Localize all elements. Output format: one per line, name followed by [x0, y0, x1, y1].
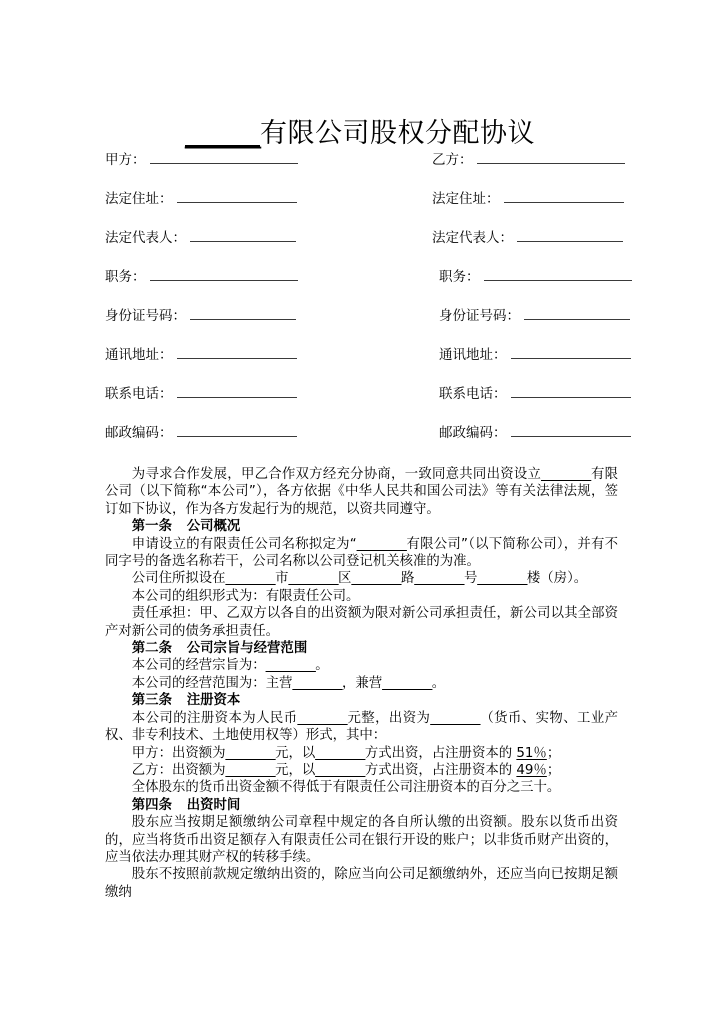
field-blank[interactable]	[504, 189, 624, 203]
clause-3-heading	[105, 692, 618, 709]
party-row	[105, 384, 620, 423]
page-title	[0, 117, 720, 151]
text-part: 元，以	[275, 762, 316, 778]
preamble-paragraph	[105, 466, 618, 518]
text-part: 方式出资，占注册资本的	[364, 762, 513, 778]
address-floor-blank: ________	[477, 571, 527, 587]
party-b-percentage: 49％	[516, 762, 547, 778]
party-row	[105, 423, 620, 462]
text-part: ，兼营	[342, 675, 383, 691]
field-blank[interactable]	[150, 267, 298, 281]
field-blank[interactable]	[177, 423, 297, 437]
clause-4-paragraph-payment: 股东应当按期足额缴纳公司章程中规定的各自所认缴的出资额。股东以货币出资的，应当将货币出资足额存入有限责任公司在银行开设的账户；以非货币财产出资的，应当依法办理其财产权的转移手续。	[105, 815, 618, 865]
field-party-a-name	[105, 150, 298, 169]
clause-title: 公司宗旨与经营范围	[186, 641, 308, 657]
party-row	[105, 228, 620, 267]
clause-1-heading	[105, 518, 618, 535]
text-part: 元整，出资为	[347, 710, 431, 726]
field-label: 职务：	[105, 269, 146, 285]
clause-2-paragraph-purpose	[105, 657, 618, 674]
field-blank[interactable]	[484, 267, 632, 281]
field-label: 邮政编码：	[439, 425, 507, 441]
field-label: 身份证号码：	[439, 308, 520, 324]
text-part: 本公司的注册资本为人民币	[131, 710, 298, 726]
text-part: 区	[338, 571, 352, 587]
clause-4-heading	[105, 797, 618, 814]
party-row	[105, 267, 620, 306]
field-blank[interactable]	[190, 306, 296, 320]
text-part: 路	[401, 571, 415, 587]
party-row	[105, 306, 620, 345]
field-blank[interactable]	[177, 189, 297, 203]
party-row	[105, 345, 620, 384]
field-label: 法定代表人：	[432, 230, 513, 246]
clause-title: 注册资本	[186, 693, 241, 709]
field-party-a-position	[105, 267, 298, 286]
field-blank[interactable]	[177, 345, 297, 359]
text-part: 市	[275, 571, 289, 587]
text-part: 元，以	[275, 745, 316, 761]
field-party-a-mailing-address	[105, 345, 297, 364]
clause-4-paragraph-default: 股东不按照前款规定缴纳出资的，除应当向公司足额缴纳外，还应当向已按期足额缴纳	[105, 867, 618, 900]
field-label: 通讯地址：	[105, 347, 173, 363]
preamble-company-blank: ________	[541, 467, 591, 482]
field-blank[interactable]	[177, 384, 297, 398]
title-main-text: 有限公司股权分配协议	[260, 118, 535, 150]
clause-title: 出资时间	[186, 797, 241, 813]
text-part: 方式出资，占注册资本的	[364, 745, 513, 761]
field-party-b-position	[439, 267, 632, 286]
field-blank[interactable]	[524, 306, 630, 320]
text-part: 楼（房）。	[526, 571, 588, 587]
field-blank[interactable]	[477, 150, 625, 164]
party-b-amount-blank: ________	[225, 762, 276, 778]
registered-capital-blank: ________	[297, 710, 348, 726]
text-part: （货币、实物、工业产权、非专利技术、土地使用权等）形式，其中：	[105, 710, 619, 744]
business-purpose-blank: ________	[265, 658, 316, 674]
party-b-method-blank: ________	[315, 762, 365, 778]
contribution-form-blank: ________	[430, 710, 480, 726]
field-party-a-legal-representative	[105, 228, 296, 247]
field-party-a-phone	[105, 384, 297, 403]
field-party-b-postal-code	[439, 423, 631, 442]
clause-3-paragraph-party-a	[105, 745, 618, 762]
party-a-amount-blank: ________	[225, 745, 276, 761]
field-party-b-legal-representative	[432, 228, 623, 247]
clause-1-paragraph-liability: 责任承担：甲、乙双方以各自的出资额为限对新公司承担责任，新公司以其全部资产对新公司的债务承担责任。	[105, 606, 618, 639]
address-road-blank: ________	[351, 571, 401, 587]
text-part: ；	[546, 745, 561, 761]
text-part: 乙方：出资额为	[131, 762, 226, 778]
clause-1-paragraph-org-form: 本公司的组织形式为：有限责任公司。	[131, 588, 360, 604]
side-business-blank: ________	[382, 675, 432, 691]
party-row	[105, 189, 620, 228]
field-blank[interactable]	[511, 423, 631, 437]
field-party-b-mailing-address	[439, 345, 631, 364]
clause-number: 第一条	[131, 519, 172, 535]
title-company-blank: ______	[185, 118, 260, 150]
clause-number: 第二条	[131, 641, 172, 657]
contract-body	[105, 466, 618, 901]
field-label: 法定住址：	[105, 191, 173, 207]
field-blank[interactable]	[190, 228, 296, 242]
field-party-a-id-number	[105, 306, 296, 325]
field-party-b-name	[432, 150, 625, 169]
text-part: 。	[431, 675, 446, 691]
clause-number: 第四条	[131, 797, 172, 813]
field-label: 通讯地址：	[439, 347, 507, 363]
field-label: 法定代表人：	[105, 230, 186, 246]
field-label: 法定住址：	[432, 191, 500, 207]
text-part: 公司住所拟设在	[131, 571, 226, 587]
field-label: 乙方：	[432, 152, 473, 168]
clause-title: 公司概况	[186, 519, 241, 535]
text-part: 申请设立的有限责任公司名称拟定为“	[131, 536, 357, 552]
text-part: 本公司的经营宗旨为：	[131, 658, 266, 674]
parties-section	[105, 150, 620, 462]
field-party-a-postal-code	[105, 423, 297, 442]
company-name-blank: ________	[356, 536, 407, 552]
field-party-a-legal-address	[105, 189, 297, 208]
field-label: 职务：	[439, 269, 480, 285]
clause-3-paragraph-party-b	[105, 762, 618, 779]
field-blank[interactable]	[511, 384, 631, 398]
address-number-blank: ________	[414, 571, 464, 587]
preamble-text-part2: 有限公司（以下简称“本公司”），各方依据《中华人民共和国公司法》等有关法律法规，签订如下协议，作为各方发起行为的规范，以资共同遵守。	[105, 467, 619, 517]
main-business-blank: ________	[292, 675, 343, 691]
text-part: 甲方：出资额为	[131, 745, 226, 761]
text-part: 有限公司”（以下简称公司），并有不同字号的备选名称若干，公司名称以公司登记机关核准的为准。	[105, 536, 618, 570]
field-label: 联系电话：	[105, 386, 173, 402]
party-a-percentage: 51％	[516, 745, 547, 761]
clause-1-paragraph-name	[105, 536, 618, 571]
field-party-b-phone	[439, 384, 631, 403]
address-city-blank: ________	[225, 571, 276, 587]
text-part: 本公司的经营范围为：主营	[131, 675, 293, 691]
clause-3-paragraph-minimum-cash: 全体股东的货币出资金额不得低于有限责任公司注册资本的百分之三十。	[131, 780, 561, 796]
field-party-b-legal-address	[432, 189, 624, 208]
text-part: 。	[315, 658, 329, 674]
field-party-b-id-number	[439, 306, 630, 325]
field-label: 邮政编码：	[105, 425, 173, 441]
preamble-text-part1: 为寻求合作发展，甲乙合作双方经充分协商，一致同意共同出资设立	[131, 467, 542, 482]
clause-2-heading	[105, 640, 618, 657]
field-blank[interactable]	[511, 345, 631, 359]
text-part: 号	[463, 571, 478, 587]
clause-3-paragraph-capital	[105, 710, 618, 745]
clause-number: 第三条	[131, 693, 172, 709]
clause-1-paragraph-address	[105, 570, 618, 587]
field-label: 甲方：	[105, 152, 146, 168]
address-district-blank: ________	[288, 571, 339, 587]
field-label: 联系电话：	[439, 386, 507, 402]
clause-2-paragraph-scope	[105, 675, 618, 692]
field-blank[interactable]	[150, 150, 298, 164]
party-a-method-blank: ________	[315, 745, 365, 761]
field-blank[interactable]	[517, 228, 623, 242]
party-row	[105, 150, 620, 189]
text-part: ；	[546, 762, 561, 778]
field-label: 身份证号码：	[105, 308, 186, 324]
